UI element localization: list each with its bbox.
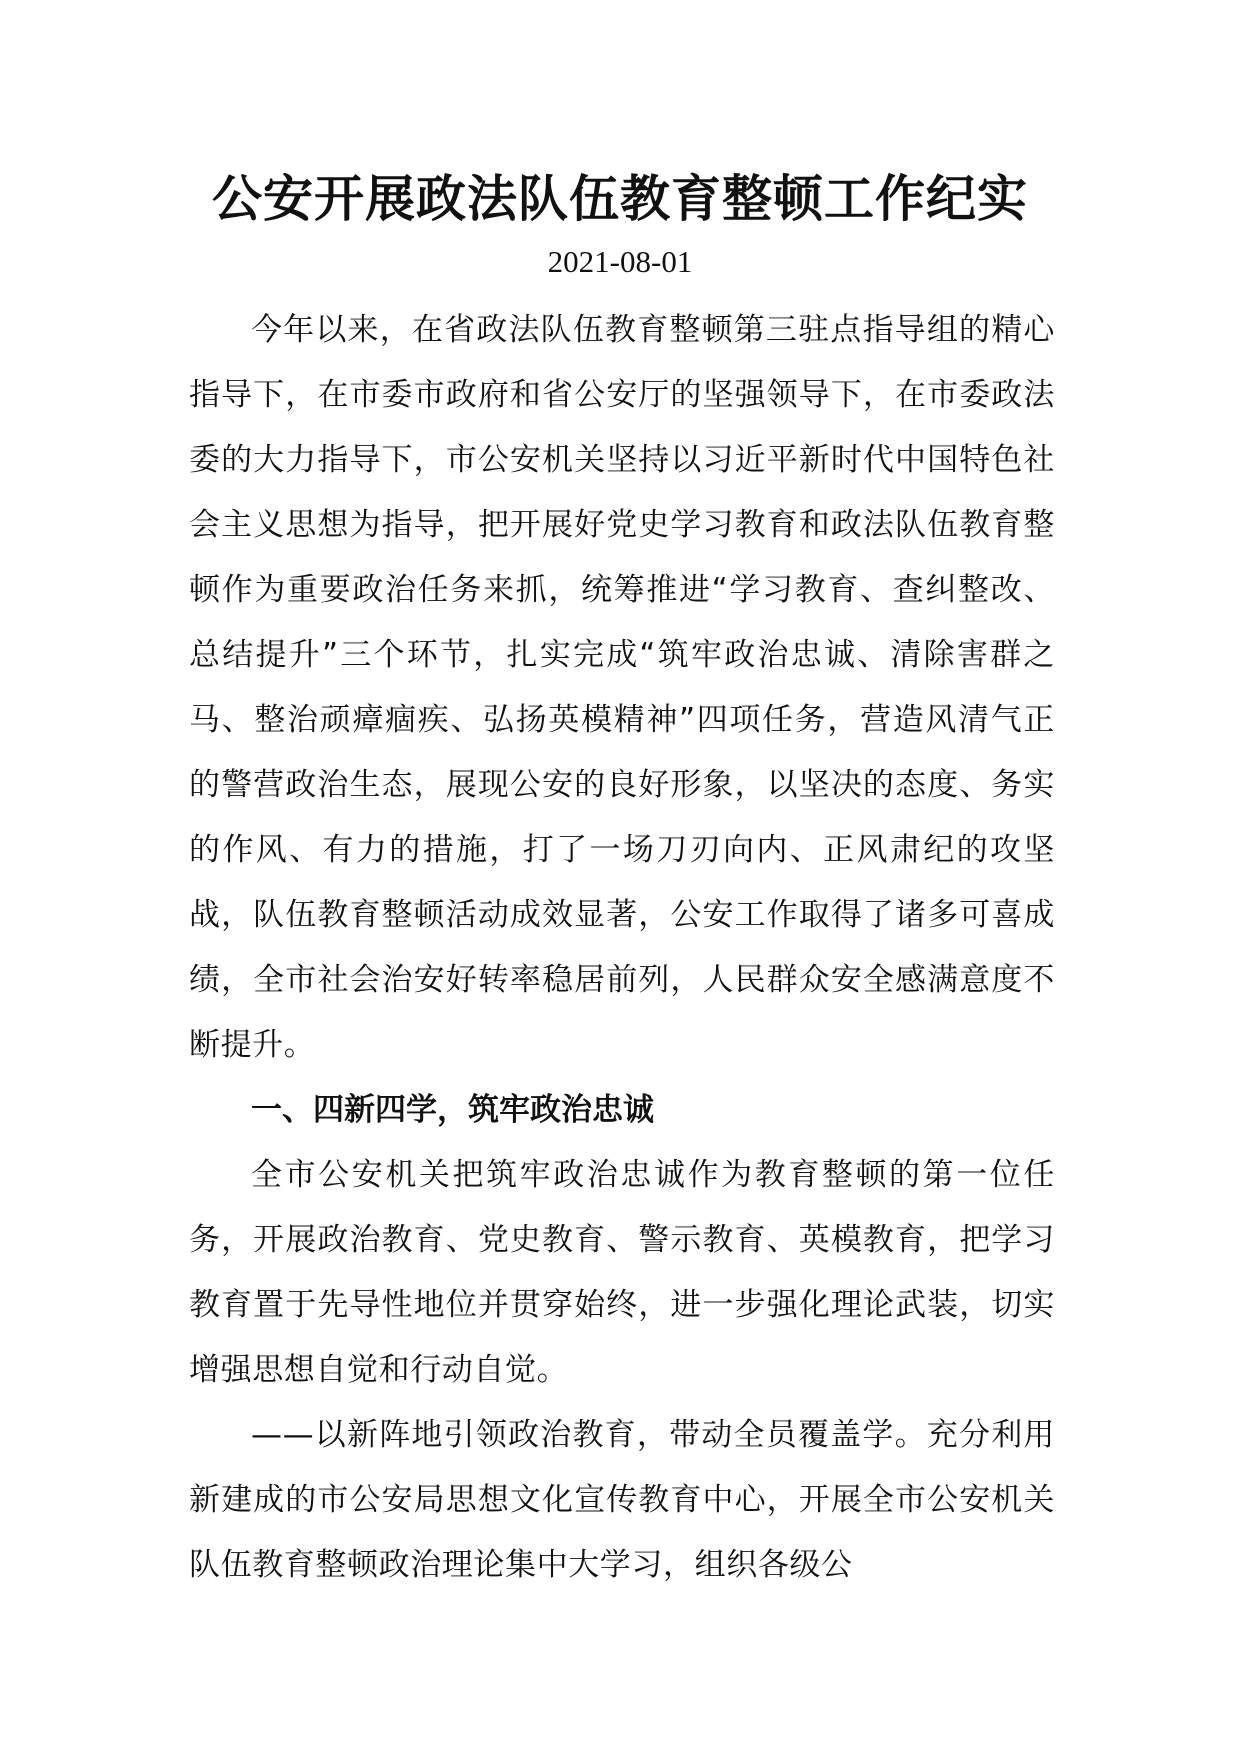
- intro-paragraph: 今年以来，在省政法队伍教育整顿第三驻点指导组的精心指导下，在市委市政府和省公安厅的坚强领导下，在市委政法委的大力指导下，市公安机关坚持以习近平新时代中国特色社会主义思想为指导，把开展好党史学习教育和政法队伍教育整顿作为重要政治任务来抓，统筹推进“学习教育、查纠整改、总结提升”三个环节，扎实完成“筑牢政治忠诚、清除害群之马、整治顽瘴痼疾、弘扬英模精神”四项任务，营造风清气正的警营政治生态，展现公安的良好形象，以坚决的态度、务实的作风、有力的措施，打了一场刀刃向内、正风肃纪的攻坚战，队伍教育整顿活动成效显著，公安工作取得了诸多可喜成绩，全市社会治安好转率稳居前列，人民群众安全感满意度不断提升。: [189, 312, 1055, 1063]
- document-date: 2021-08-01: [547, 244, 693, 279]
- section-paragraph: ——以新阵地引领政治教育，带动全员覆盖学。充分利用新建成的市公安局思想文化宣传教育中心，开展全市公安机关队伍教育整顿政治理论集中大学习，组织各级公: [189, 1417, 1055, 1583]
- section-paragraph: 全市公安机关把筑牢政治忠诚作为教育整顿的第一位任务，开展政治教育、党史教育、警示教育、英模教育，把学习教育置于先导性地位并贯穿始终，进一步强化理论武装，切实增强思想自觉和行动自觉。: [189, 1157, 1055, 1388]
- section-heading: 一、四新四学，筑牢政治忠诚: [251, 1092, 654, 1128]
- document-body: [189, 298, 1055, 1598]
- document-title: 公安开展政法队伍教育整顿工作纪实: [212, 170, 1028, 228]
